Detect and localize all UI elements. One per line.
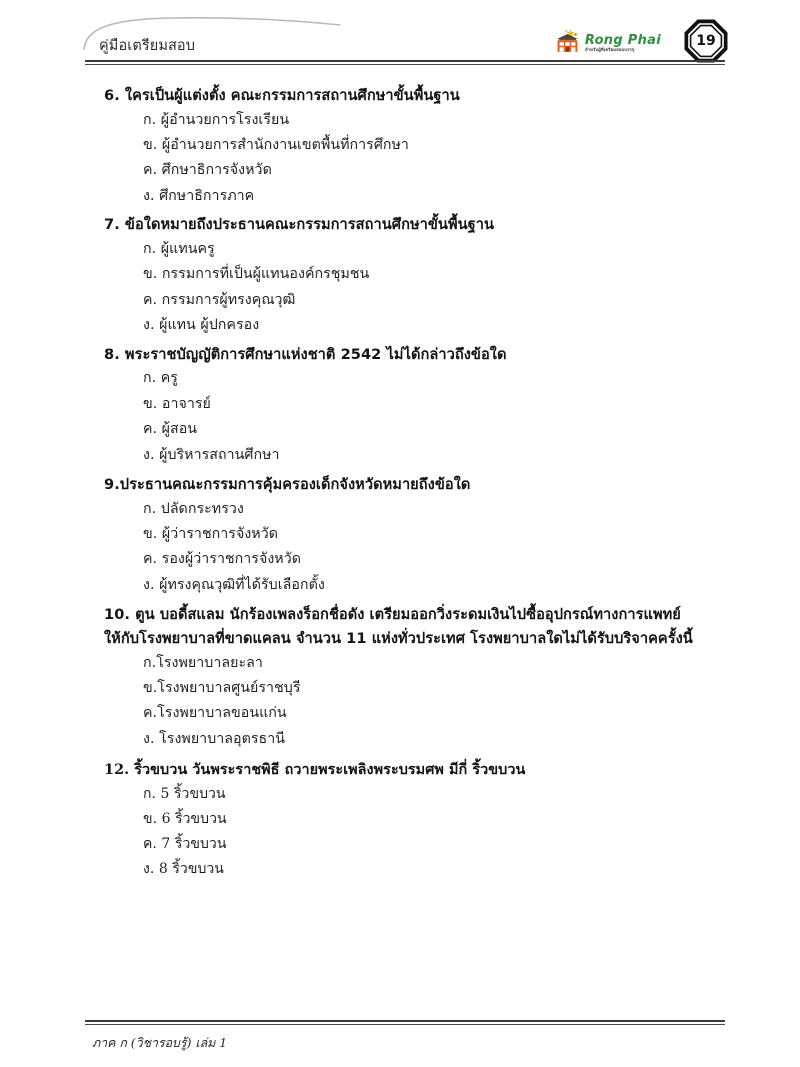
question-text [104, 213, 729, 237]
answer-option[interactable]: ก. ครู [143, 370, 178, 387]
question-block [104, 758, 729, 882]
answer-options [104, 237, 729, 339]
question-text [104, 758, 729, 781]
question-line: 9.ประธานคณะกรรมการคุ้มครองเด็กจังหวัดหมายถึงข้อใด [104, 475, 471, 493]
brand-subtitle: สำหรับผู้ที่เตรียมสอบบรรจุ [584, 47, 635, 53]
answer-option[interactable]: ค.โรงพยาบาลขอนแก่น [143, 705, 287, 722]
question-line: 6. ใครเป็นผู้แต่งตั้ง คณะกรรมการสถานศึกษาขั้นพื้นฐาน [104, 87, 460, 104]
answer-options [104, 108, 729, 210]
footer-divider [85, 1020, 725, 1025]
question-text [104, 473, 729, 497]
answer-option[interactable]: ง. ผู้บริหารสถานศึกษา [143, 446, 280, 463]
question-line: 12. ริ้วขบวน วันพระราชพิธี ถวายพระเพลิงพระบรมศพ มีกี่ ริ้วขบวน [104, 761, 526, 779]
answer-option[interactable]: ก. ผู้แทนครู [143, 240, 215, 257]
answer-option[interactable]: ข. กรรมการที่เป็นผู้แทนองค์กรชุมชน [143, 266, 370, 283]
answer-option[interactable]: ง. ผู้แทน ผู้ปกครอง [143, 317, 260, 334]
question-list [104, 84, 729, 882]
question-block [104, 343, 729, 468]
answer-option[interactable]: ค. กรรมการผู้ทรงคุณวุฒิ [143, 291, 296, 308]
question-block [104, 84, 729, 209]
answer-option[interactable]: ข. อาจารย์ [143, 395, 211, 412]
answer-option[interactable]: ค. ศึกษาธิการจังหวัด [143, 162, 272, 179]
answer-option[interactable]: ข.โรงพยาบาลศูนย์ราชบุรี [143, 680, 301, 697]
question-text [104, 84, 729, 108]
answer-option[interactable]: ข. 6 ริ้วขบวน [143, 810, 227, 827]
answer-option[interactable]: ง. ศึกษาธิการภาค [143, 187, 255, 204]
answer-option[interactable]: ก. ปลัดกระทรวง [143, 500, 244, 517]
answer-option[interactable]: ง. ผู้ทรงคุณวุฒิที่ได้รับเลือกตั้ง [143, 576, 325, 593]
answer-option[interactable]: ข. ผู้อำนวยการสำนักงานเขตพื้นที่การศึกษา [143, 137, 409, 154]
answer-option[interactable]: ก. ผู้อำนวยการโรงเรียน [143, 111, 290, 128]
answer-option[interactable]: ค. ผู้สอน [143, 421, 198, 438]
header-divider [85, 60, 725, 65]
question-block [104, 473, 729, 598]
answer-option[interactable]: ข. ผู้ว่าราชการจังหวัด [143, 526, 278, 543]
brand-logo [554, 24, 661, 58]
footer-text: ภาค ก (วิชารอบรู้) เล่ม 1 [92, 1035, 228, 1050]
question-block [104, 603, 729, 752]
answer-option[interactable]: ค. 7 ริ้วขบวน [143, 835, 227, 852]
answer-option[interactable]: ก.โรงพยาบาลยะลา [143, 654, 263, 671]
answer-options [104, 497, 729, 599]
question-line: 7. ข้อใดหมายถึงประธานคณะกรรมการสถานศึกษาขั้นพื้นฐาน [104, 216, 495, 234]
answer-option[interactable]: ค. รองผู้ว่าราชการจังหวัด [143, 551, 301, 568]
question-text [104, 603, 729, 650]
building-icon [554, 28, 582, 54]
question-line: 10. ตูน บอดี้สแลม นักร้องเพลงร็อกชื่อดัง เตรียมออกวิ่งระดมเงินไปซื้ออุปกรณ์ทางการแพทย์ [104, 606, 681, 624]
answer-option[interactable]: ง. 8 ริ้วขบวน [143, 860, 224, 877]
page-header [85, 18, 725, 66]
question-text [104, 343, 729, 367]
answer-options [104, 782, 729, 882]
answer-options [104, 651, 729, 753]
brand-text [585, 30, 661, 53]
answer-options [104, 366, 729, 468]
page-number-badge [683, 18, 729, 64]
brand-name: Rong Phai [584, 32, 661, 48]
question-line: ให้กับโรงพยาบาลที่ขาดแคลน จำนวน 11 แห่งทั่วประเทศ โรงพยาบาลใดไม่ได้รับบริจาคครั้งนี้ [104, 629, 693, 647]
answer-option[interactable]: ก. 5 ริ้วขบวน [143, 785, 226, 802]
page-number: 19 [696, 32, 716, 49]
question-block [104, 213, 729, 338]
header-title: คู่มือเตรียมสอบ [99, 38, 196, 54]
answer-option[interactable]: ง. โรงพยาบาลอุตรธานี [143, 730, 285, 747]
question-line: 8. พระราชบัญญัติการศึกษาแห่งชาติ 2542 ไม่ได้กล่าวถึงข้อใด [104, 345, 507, 363]
